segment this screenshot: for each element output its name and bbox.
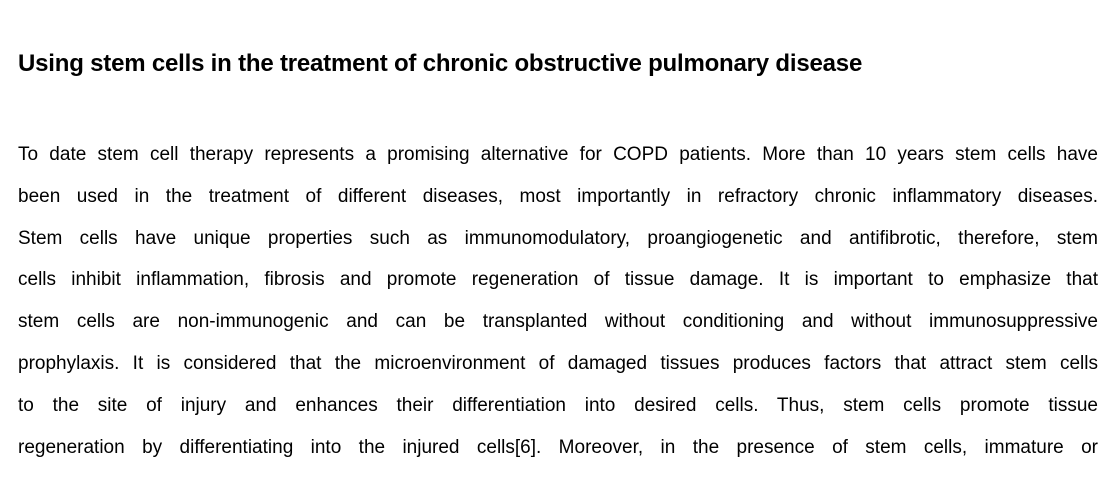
- paragraph-line-5: stem cells are non-immunogenic and can be transplanted without conditioning and without immunosuppressive: [18, 311, 1098, 333]
- paragraph-line-2: been used in the treatment of different diseases, most importantly in refractory chronic inflammatory diseases.: [18, 185, 1098, 207]
- paragraph-line-6: prophylaxis. It is considered that the microenvironment of damaged tissues produces factors that attract stem cells: [18, 352, 1098, 374]
- paragraph-line-4: cells inhibit inflammation, fibrosis and promote regeneration of tissue damage. It is important to emphasize that: [18, 269, 1098, 291]
- paragraph-line-7: to the site of injury and enhances their differentiation into desired cells. Thus, stem cells promote tissue: [18, 394, 1098, 416]
- body-paragraph: [18, 134, 1098, 468]
- paragraph-line-8: regeneration by differentiating into the injured cells[6]. Moreover, in the presence of stem cells, immature or: [18, 436, 1098, 458]
- paragraph-line-1: To date stem cell therapy represents a promising alternative for COPD patients. More than 10 years stem cells have: [18, 144, 1098, 165]
- section-title: Using stem cells in the treatment of chronic obstructive pulmonary disease: [18, 50, 863, 77]
- paragraph-line-3: Stem cells have unique properties such as immunomodulatory, proangiogenetic and antifibrotic, therefore, stem: [18, 227, 1098, 249]
